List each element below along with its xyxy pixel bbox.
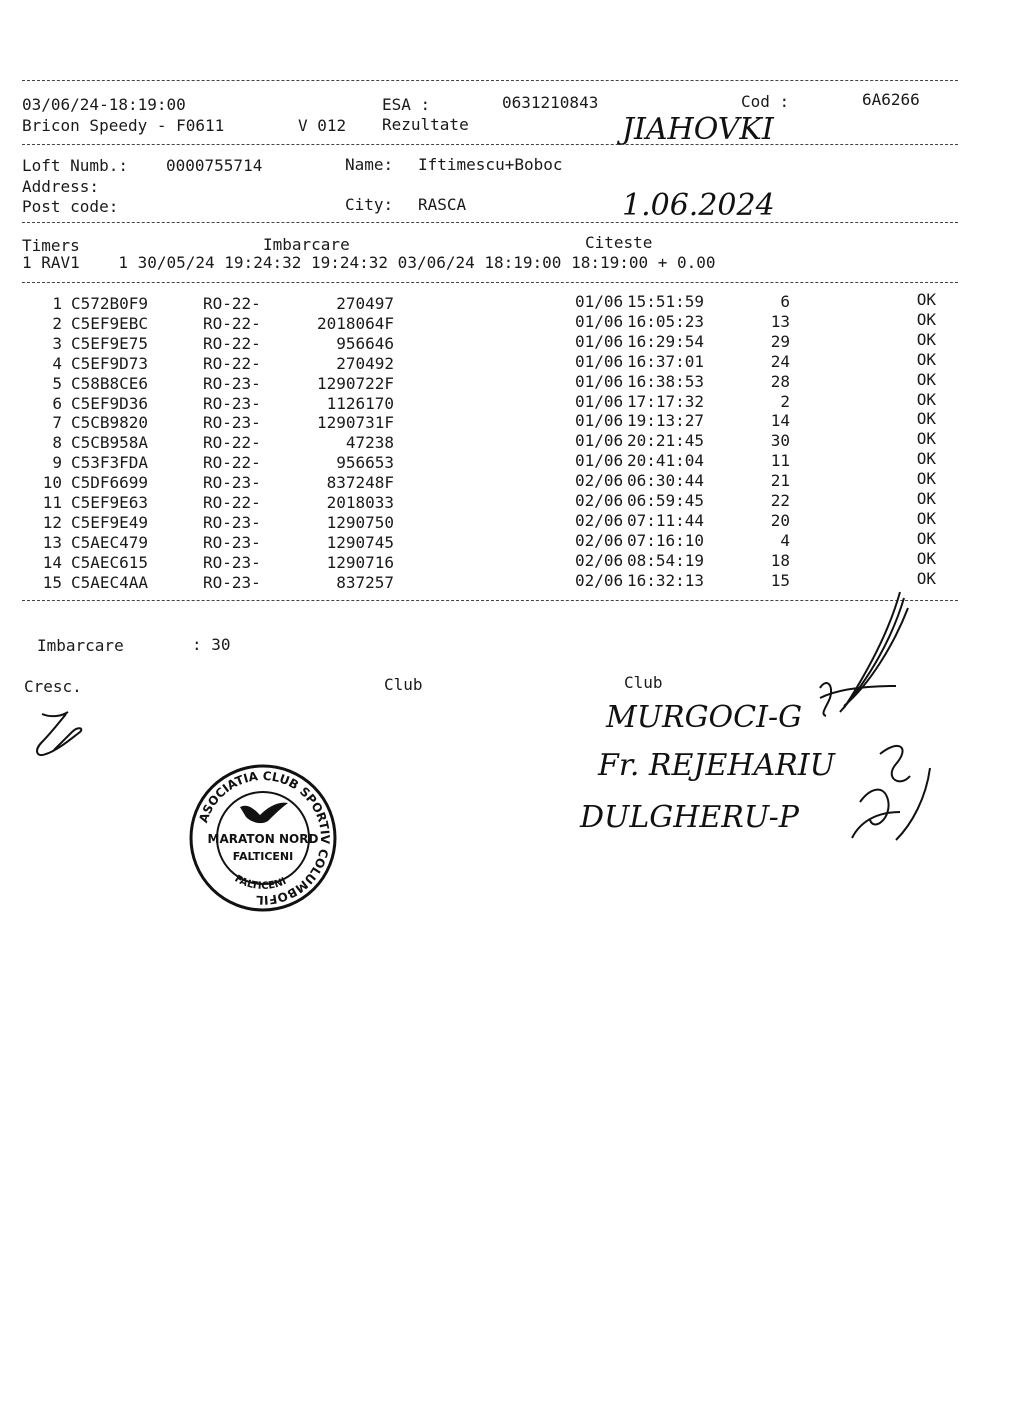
loft-number-label: Loft Numb.: xyxy=(22,156,128,175)
result-row xyxy=(0,409,1024,433)
ring-prefix: RO-22- xyxy=(203,313,261,333)
arrival-date: 01/06 xyxy=(575,351,624,371)
arrival-date: 01/06 xyxy=(575,371,624,391)
city-label: City: xyxy=(345,195,394,214)
imbarcare-header: Imbarcare xyxy=(263,235,350,254)
ring-number: 47238 xyxy=(345,433,394,453)
chip-code: C5EF9EBC xyxy=(71,313,149,333)
ring-prefix: RO-23- xyxy=(203,532,261,552)
divider xyxy=(22,282,958,283)
esa-value: 0631210843 xyxy=(502,93,599,112)
chip-code: C53F3FDA xyxy=(71,453,149,473)
chip-code: C5EF9E63 xyxy=(71,493,149,512)
cod-value: 6A6266 xyxy=(862,90,920,109)
divider xyxy=(22,222,958,223)
device-name: Bricon Speedy - F0611 xyxy=(22,116,225,135)
postcode-label: Post code: xyxy=(22,197,119,216)
arrival-date: 02/06 xyxy=(575,471,624,491)
arrival-time: 19:13:27 xyxy=(627,411,705,431)
ring-prefix: RO-22- xyxy=(203,493,261,512)
position: 29 xyxy=(770,331,790,351)
status: OK xyxy=(916,528,936,548)
arrival-time: 08:54:19 xyxy=(627,550,705,570)
arrival-date: 02/06 xyxy=(575,491,624,510)
esa-label: ESA : xyxy=(382,95,431,114)
result-row xyxy=(0,290,1024,314)
row-number: 12 xyxy=(42,512,62,532)
position: 21 xyxy=(770,471,790,491)
arrival-date: 01/06 xyxy=(575,292,624,311)
row-number: 2 xyxy=(52,313,62,333)
position: 15 xyxy=(770,570,790,590)
arrival-time: 16:37:01 xyxy=(627,351,705,371)
arrival-time: 15:51:59 xyxy=(627,292,705,311)
chip-code: C5AEC4AA xyxy=(71,572,149,592)
arrival-time: 06:30:44 xyxy=(627,471,705,491)
position: 28 xyxy=(770,371,790,391)
signature-name: MURGOCI-G xyxy=(606,700,803,735)
ring-number: 1290722F xyxy=(316,373,394,393)
signature-name: Fr. REJEHARIU xyxy=(598,748,835,783)
position: 2 xyxy=(780,391,790,411)
ring-prefix: RO-22- xyxy=(203,294,261,313)
stamp-ring-text: ASOCIATIA CLUB SPORTIV COLUMBOFIL xyxy=(196,768,333,908)
loft-name-label: Name: xyxy=(345,155,394,174)
ring-number: 956653 xyxy=(336,453,394,473)
row-number: 6 xyxy=(52,393,62,413)
position: 13 xyxy=(770,311,790,331)
ring-number: 1290731F xyxy=(316,413,394,433)
chip-code: C5AEC479 xyxy=(71,532,149,552)
row-number: 8 xyxy=(52,433,62,453)
arrival-time: 06:59:45 xyxy=(627,491,705,510)
ring-prefix: RO-23- xyxy=(203,572,261,592)
row-number: 1 xyxy=(52,294,62,313)
status: OK xyxy=(916,449,936,469)
ring-prefix: RO-23- xyxy=(203,393,261,413)
club-stamp xyxy=(188,763,338,913)
arrival-date: 01/06 xyxy=(575,431,624,451)
timer-line: 1 RAV1 1 30/05/24 19:24:32 19:24:32 03/06/24 18:19:00 18:19:00 + 0.00 xyxy=(22,253,716,272)
ring-number: 837248F xyxy=(326,473,394,493)
position: 30 xyxy=(770,431,790,451)
ring-number: 2018064F xyxy=(316,313,394,333)
arrival-date: 01/06 xyxy=(575,411,624,431)
arrival-time: 17:17:32 xyxy=(627,391,705,411)
arrival-date: 01/06 xyxy=(575,451,624,471)
position: 20 xyxy=(770,510,790,530)
result-row xyxy=(0,528,1024,553)
address-label: Address: xyxy=(22,177,100,196)
result-row xyxy=(0,369,1024,394)
status: OK xyxy=(916,369,936,389)
row-number: 9 xyxy=(52,453,62,473)
result-row xyxy=(0,309,1024,334)
arrival-time: 16:32:13 xyxy=(627,570,705,590)
position: 6 xyxy=(780,292,790,311)
divider xyxy=(22,144,958,145)
row-number: 4 xyxy=(52,353,62,373)
city-value: RASCA xyxy=(418,195,467,214)
ring-number: 1290750 xyxy=(326,512,394,532)
citeste-header: Citeste xyxy=(585,233,653,252)
chip-code: C572B0F9 xyxy=(71,294,149,313)
ring-number: 270497 xyxy=(336,294,394,313)
arrival-time: 16:05:23 xyxy=(627,311,705,331)
status: OK xyxy=(916,568,936,588)
result-row xyxy=(0,489,1024,513)
imbarcare-total-label: Imbarcare xyxy=(37,636,124,655)
ring-prefix: RO-23- xyxy=(203,373,261,393)
arrival-time: 20:41:04 xyxy=(627,451,705,471)
club-label: Club xyxy=(624,673,663,692)
ring-prefix: RO-22- xyxy=(203,453,261,473)
ring-prefix: RO-22- xyxy=(203,353,261,373)
ring-number: 2018033 xyxy=(326,493,394,512)
arrival-date: 02/06 xyxy=(575,530,624,550)
result-row xyxy=(0,389,1024,414)
position: 4 xyxy=(780,530,790,550)
signature-scribble xyxy=(28,708,88,760)
chip-code: C5EF9D73 xyxy=(71,353,149,373)
device-version: V 012 xyxy=(298,116,347,135)
row-number: 3 xyxy=(52,333,62,353)
arrival-date: 02/06 xyxy=(575,570,624,590)
result-row xyxy=(0,329,1024,354)
imbarcare-total-value: : 30 xyxy=(192,635,231,654)
status: OK xyxy=(916,429,936,449)
arrival-date: 02/06 xyxy=(575,550,624,570)
status: OK xyxy=(916,309,936,329)
ring-number: 270492 xyxy=(336,353,394,373)
club-label: Club xyxy=(384,675,423,694)
timers-label: Timers xyxy=(22,236,80,255)
ring-prefix: RO-23- xyxy=(203,473,261,493)
arrival-time: 07:11:44 xyxy=(627,510,705,530)
chip-code: C5AEC615 xyxy=(71,552,149,572)
position: 24 xyxy=(770,351,790,371)
signature-scribble xyxy=(800,588,950,860)
ring-number: 1290745 xyxy=(326,532,394,552)
status: OK xyxy=(916,409,936,429)
status: OK xyxy=(916,489,936,508)
row-number: 7 xyxy=(52,413,62,433)
row-number: 14 xyxy=(42,552,62,572)
rezultate-label: Rezultate xyxy=(382,115,469,134)
chip-code: C5CB958A xyxy=(71,433,149,453)
chip-code: C5EF9E49 xyxy=(71,512,149,532)
position: 14 xyxy=(770,411,790,431)
arrival-time: 07:16:10 xyxy=(627,530,705,550)
status: OK xyxy=(916,548,936,568)
status: OK xyxy=(916,469,936,489)
handwritten-note: JIAHOVKI xyxy=(622,112,774,147)
stamp-title: MARATON NORD xyxy=(207,832,319,846)
signature-name: DULGHERU-P xyxy=(580,800,799,835)
arrival-date: 01/06 xyxy=(575,391,624,411)
ring-prefix: RO-22- xyxy=(203,333,261,353)
chip-code: C58B8CE6 xyxy=(71,373,149,393)
cresc-label: Cresc. xyxy=(24,677,82,696)
arrival-date: 01/06 xyxy=(575,311,624,331)
loft-name-value: Iftimescu+Boboc xyxy=(418,155,563,174)
ring-prefix: RO-23- xyxy=(203,413,261,433)
header-datetime: 03/06/24-18:19:00 xyxy=(22,95,186,114)
arrival-date: 02/06 xyxy=(575,510,624,530)
status: OK xyxy=(916,329,936,349)
ring-number: 1126170 xyxy=(326,393,394,413)
row-number: 13 xyxy=(42,532,62,552)
handwritten-date: 1.06.2024 xyxy=(622,188,775,223)
arrival-time: 16:29:54 xyxy=(627,331,705,351)
chip-code: C5EF9D36 xyxy=(71,393,149,413)
ring-prefix: RO-23- xyxy=(203,552,261,572)
result-row xyxy=(0,429,1024,453)
row-number: 5 xyxy=(52,373,62,393)
ring-prefix: RO-23- xyxy=(203,512,261,532)
position: 18 xyxy=(770,550,790,570)
chip-code: C5CB9820 xyxy=(71,413,149,433)
cod-label: Cod : xyxy=(741,92,790,111)
ring-number: 837257 xyxy=(336,572,394,592)
chip-code: C5DF6699 xyxy=(71,473,149,493)
result-row xyxy=(0,349,1024,374)
row-number: 11 xyxy=(42,493,62,512)
status: OK xyxy=(916,508,936,528)
row-number: 15 xyxy=(42,572,62,592)
stamp-bottom-text: FALTICENI xyxy=(232,873,289,893)
ring-number: 956646 xyxy=(336,333,394,353)
status: OK xyxy=(916,389,936,409)
result-row xyxy=(0,469,1024,493)
ring-prefix: RO-22- xyxy=(203,433,261,453)
result-row xyxy=(0,548,1024,573)
ring-number: 1290716 xyxy=(326,552,394,572)
position: 11 xyxy=(770,451,790,471)
divider xyxy=(22,80,958,81)
position: 22 xyxy=(770,491,790,510)
loft-number-value: 0000755714 xyxy=(166,156,263,175)
result-row xyxy=(0,449,1024,473)
chip-code: C5EF9E75 xyxy=(71,333,149,353)
result-row xyxy=(0,508,1024,533)
status: OK xyxy=(916,349,936,369)
row-number: 10 xyxy=(42,473,62,493)
arrival-time: 16:38:53 xyxy=(627,371,705,391)
status: OK xyxy=(916,290,936,309)
arrival-date: 01/06 xyxy=(575,331,624,351)
arrival-time: 20:21:45 xyxy=(627,431,705,451)
stamp-city: FALTICENI xyxy=(232,850,294,863)
